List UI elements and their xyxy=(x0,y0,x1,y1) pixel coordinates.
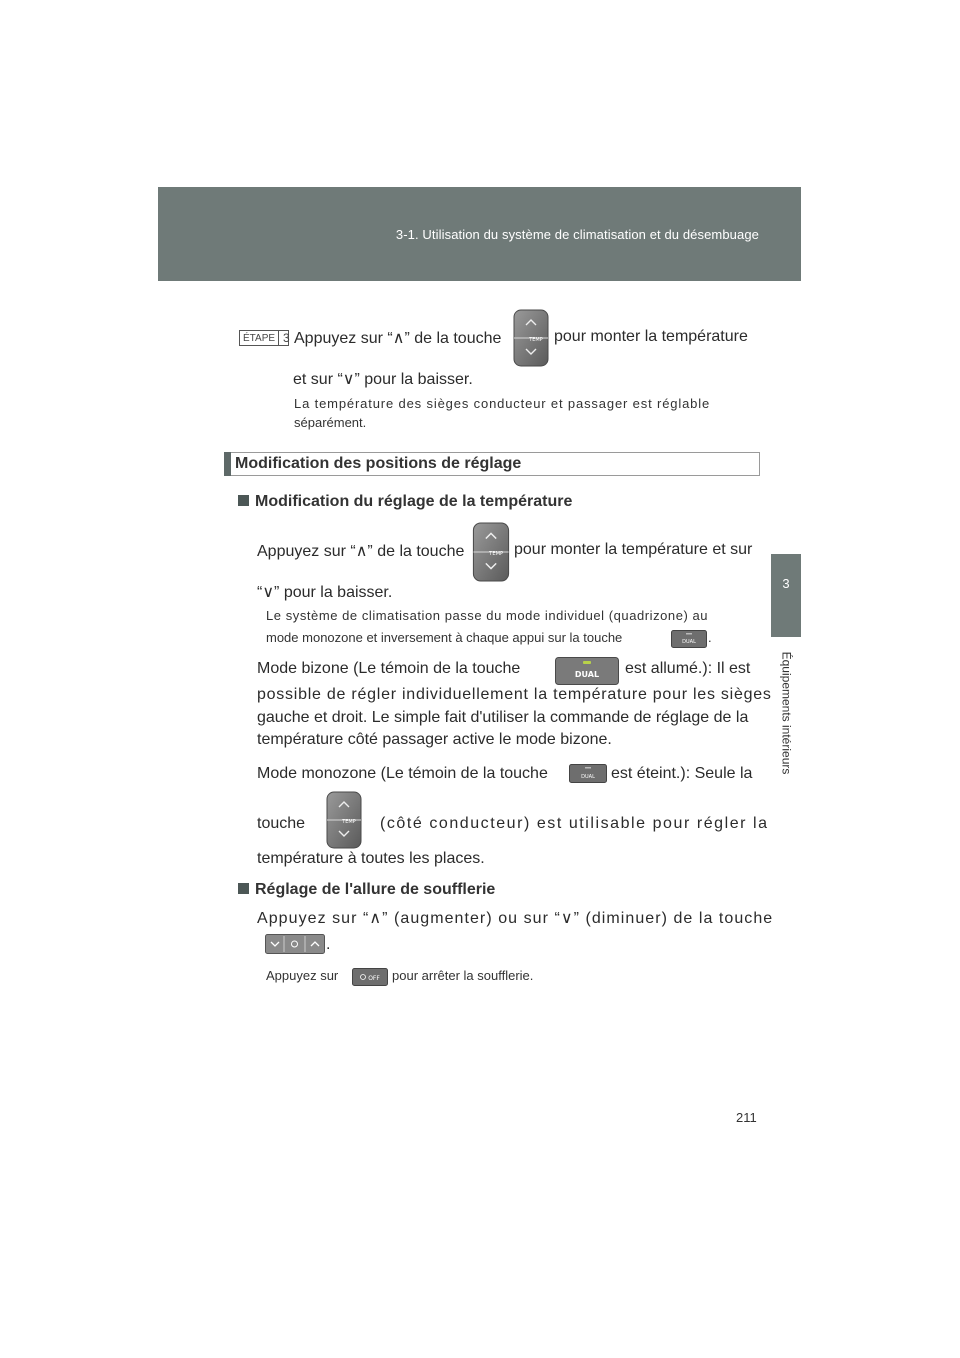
temp-heading xyxy=(238,493,572,511)
temp-label: TEMP xyxy=(489,551,504,558)
step-badge-label: ÉTAPE xyxy=(243,332,276,344)
period: . xyxy=(326,936,331,953)
bizone-text-a: Mode bizone (Le témoin de la touche xyxy=(257,660,521,677)
chapter-label xyxy=(771,640,801,785)
dual-button-small-icon xyxy=(671,630,707,648)
temp-heading-text: Modification du réglage de la température xyxy=(255,493,573,510)
fan-heading xyxy=(238,881,495,899)
chapter-header xyxy=(158,187,801,281)
period: . xyxy=(708,630,712,645)
bizone-line-text: possible de régler individuellement la température pour les sièges xyxy=(257,686,772,703)
step-badge-number: 3 xyxy=(278,331,294,345)
step-note-line xyxy=(294,396,755,411)
dual-label: DUAL xyxy=(581,774,595,780)
chapter-label-text: Équipements intérieurs xyxy=(779,651,794,774)
fan-off-button-icon xyxy=(352,968,388,986)
fan-line-text: Appuyez sur “∧” (augmenter) ou sur “∨” (diminuer) de la touche xyxy=(257,910,774,927)
monozone-line-3: température à toutes les places. xyxy=(257,850,485,867)
section-title: Modification des positions de réglage xyxy=(235,455,522,472)
temp-text-1b: pour monter la température et sur xyxy=(514,541,753,558)
up-symbol: ∧ xyxy=(392,330,405,347)
bizone-line-2 xyxy=(257,686,772,704)
step-text-part: Appuyez sur “ xyxy=(294,330,393,347)
temp-note-2 xyxy=(266,630,622,645)
temp-text-2: “∨” pour la baisser. xyxy=(257,584,393,601)
monozone-text-b: est éteint.): Seule la xyxy=(611,765,753,782)
fan-line-1 xyxy=(257,908,774,928)
off-label: OFF xyxy=(368,975,380,982)
chapter-tab xyxy=(771,554,801,637)
dual-label: DUAL xyxy=(574,670,600,679)
dual-button-off-icon xyxy=(569,764,607,783)
temp-label: TEMP xyxy=(529,337,543,343)
temp-note-1 xyxy=(266,608,755,623)
page-number: 211 xyxy=(736,1110,757,1125)
fan-speed-button-icon xyxy=(265,934,325,954)
dual-button-on-icon xyxy=(555,657,619,685)
fan-note-a: Appuyez sur xyxy=(266,968,339,983)
temp-note-text: mode monozone et inversement à chaque appui sur la touche xyxy=(266,630,623,645)
monozone-line-2b xyxy=(380,815,769,833)
bullet-square-icon xyxy=(238,495,249,506)
monozone-text-a: Mode monozone (Le témoin de la touche xyxy=(257,765,548,782)
temp-note-text: Le système de climatisation passe du mode individuel (quadrizone) au xyxy=(266,608,709,623)
step-text-2: et sur “∨” pour la baisser. xyxy=(293,371,473,388)
bizone-text-b: est allumé.): Il est xyxy=(625,660,751,677)
temp-button-icon xyxy=(325,791,363,849)
chapter-number: 3 xyxy=(782,576,790,591)
temp-text-1a: Appuyez sur “∧” de la touche xyxy=(257,543,465,560)
section-header xyxy=(224,452,760,476)
temp-label: TEMP xyxy=(342,819,356,825)
dual-label: DUAL xyxy=(682,639,696,645)
temp-button-icon xyxy=(512,309,550,367)
step-note-text: La température des sièges conducteur et passager est réglable xyxy=(294,396,711,411)
step-text-1c: pour monter la température xyxy=(554,328,748,345)
fan-note-b: pour arrêter la soufflerie. xyxy=(392,968,534,983)
step-note-2: séparément. xyxy=(294,415,367,430)
step-note-1 xyxy=(294,396,755,411)
monozone-line-text: (côté conducteur) est utilisable pour régler la xyxy=(380,815,769,832)
bullet-square-icon xyxy=(238,883,249,894)
fan-heading-text: Réglage de l'allure de soufflerie xyxy=(255,881,496,898)
temp-button-icon xyxy=(471,522,511,582)
bizone-line-3: gauche et droit. Le simple fait d'utiliser la commande de réglage de la xyxy=(257,709,749,726)
chapter-title: 3-1. Utilisation du système de climatisation et du désembuage xyxy=(395,227,759,242)
bizone-line-4: température côté passager active le mode bizone. xyxy=(257,731,612,748)
step-text-part: ” de la touche xyxy=(404,330,502,347)
step-text-1a xyxy=(294,328,501,348)
monozone-line-2a: touche xyxy=(257,815,306,832)
step-badge xyxy=(239,330,289,346)
section-bar xyxy=(224,452,231,476)
